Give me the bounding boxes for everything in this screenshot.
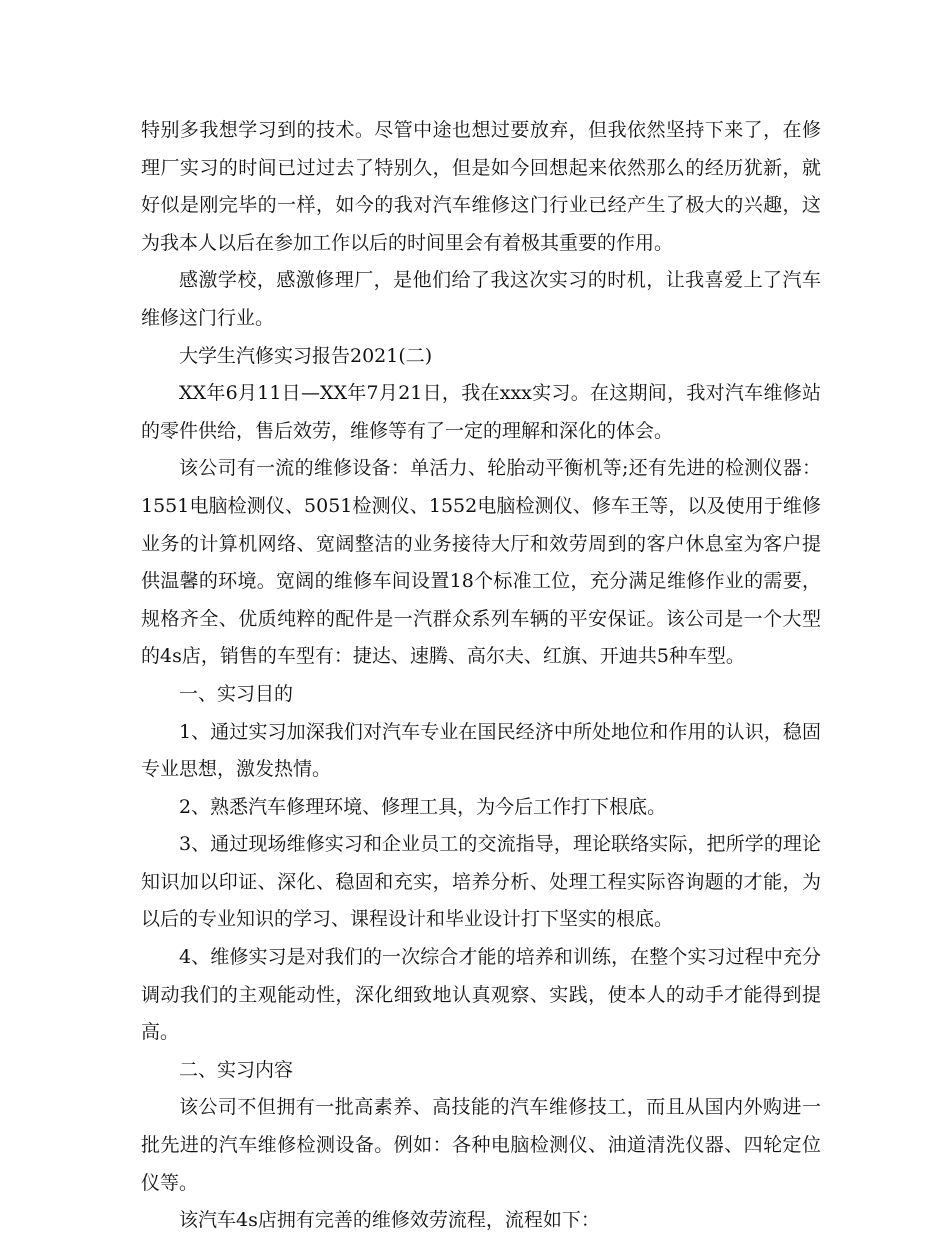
document-body [141, 112, 821, 1240]
list-item-purpose-1: 1、通过实习加深我们对汽车专业在国民经济中所处地位和作用的认识，稳固专业思想，激发热情。 [141, 720, 821, 781]
paragraph-continuation: 特别多我想学习到的技术。尽管中途也想过要放弃，但我依然坚持下来了，在修理厂实习的时间已过过去了特别久，但是如今回想起来依然那么的经历犹新，就好似是刚完毕的一样，如今的我对汽车维修这门行业已经产生了极大的兴趣，这为我本人以后在参加工作以后的时间里会有着极其重要的作用。 [141, 119, 821, 254]
section-title: 大学生汽修实习报告2021(二) [179, 344, 433, 367]
paragraph-thanks: 感激学校，感激修理厂，是他们给了我这次实习的时机，让我喜爱上了汽车维修这门行业。 [141, 269, 821, 329]
list-item-purpose-3: 3、通过现场维修实习和企业员工的交流指导，理论联络实际，把所学的理论知识加以印证、深化、稳固和充实，培养分析、处理工程实际咨询题的才能，为以后的专业知识的学习、课程设计和毕业设计打下坚实的根底。 [141, 833, 821, 931]
paragraph-equipment: 该公司有一流的维修设备：单活力、轮胎动平衡机等;还有先进的检测仪器：1551电脑检测仪、5051检测仪、1552电脑检测仪、修车王等，以及使用于维修业务的计算机网络、宽阔整洁的业务接待大厅和效劳周到的客户休息室为客户提供温馨的环境。宽阔的维修车间设置18个标准工位，充分满足维修作业的需要，规格齐全、优质纯粹的配件是一汽群众系列车辆的平安保证。该公司是一个大型的4s店，销售的车型有：捷达、速腾、高尔夫、红旗、开迪共5种车型。 [141, 457, 821, 668]
paragraph-technicians: 该公司不但拥有一批高素养、高技能的汽车维修技工，而且从国内外购进一批先进的汽车维修检测设备。例如：各种电脑检测仪、油道清洗仪器、四轮定位仪等。 [141, 1096, 821, 1194]
heading-purpose: 一、实习目的 [179, 682, 294, 705]
paragraph-process: 该汽车4s店拥有完善的维修效劳流程，流程如下： [179, 1209, 600, 1232]
heading-content: 二、实习内容 [179, 1058, 294, 1081]
list-item-purpose-2: 2、熟悉汽车修理环境、修理工具，为今后工作打下根底。 [179, 795, 667, 818]
list-item-purpose-4: 4、维修实习是对我们的一次综合才能的培养和训练，在整个实习过程中充分调动我们的主观能动性，深化细致地认真观察、实践，使本人的动手才能得到提高。 [141, 946, 821, 1044]
paragraph-period: XX年6月11日—XX年7月21日，我在xxx实习。在这期间，我对汽车维修站的零件供给，售后效劳，维修等有了一定的理解和深化的体会。 [141, 382, 821, 442]
